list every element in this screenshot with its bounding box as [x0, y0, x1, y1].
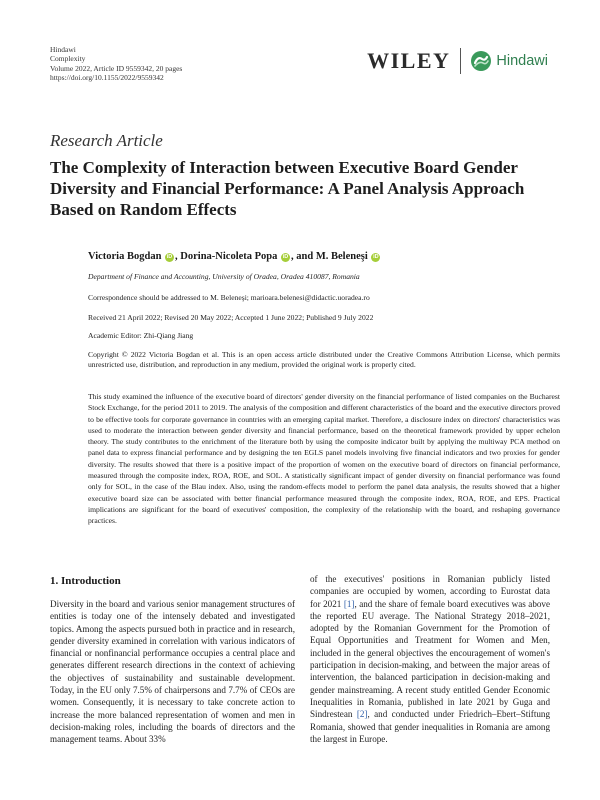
publisher-logos: [367, 48, 548, 74]
orcid-icon[interactable]: iD: [282, 254, 289, 260]
academic-editor: Academic Editor: Zhi-Qiang Jiang: [88, 331, 194, 340]
body-text: , and the share of female board executives was above the reported EU average. The National Strategy 2018–2021, adopted by the Romanian Government for the Promotion of Equal Opportunities and Treatment for Women and Men, included in the general objectives the encouragement of women's participation in decision-making, and between the major areas of intervention, the balanced participation in decision-making and gender mainstreaming. A recent study entitled Gender Economic Inequalities in Romania, published in late 2021 by Guga and Sindrestean: [310, 598, 550, 720]
citation-link[interactable]: [1]: [343, 598, 355, 609]
volume-line: Volume 2022, Article ID 9559342, 20 pages: [50, 63, 183, 73]
citation-link[interactable]: [2]: [356, 709, 368, 720]
hindawi-logo-text[interactable]: Hindawi: [496, 53, 548, 69]
body-column-left: Diversity in the board and various senior management structures of entities is today one of the intensely debated and investigated topics. Among the aspects pursued both in practice and in research, gender diversity examined in correlation with various indicators of financial or nonfinancial performance occupies a central place and generates different research directions in the context of achieving the objectives of sustainability and sustainable development. Today, in the EU only 7.5% of chairpersons and 7.7% of CEOs are women. Consequently, it is necessary to take concrete action to increase the more balanced representation of women and men in decision-making roles, including the boards of directors and the management teams. About 33%: [50, 599, 295, 745]
publisher-name: Hindawi: [50, 45, 76, 54]
body-text: of the executives' positions in Romanian publicly listed companies are occupied by women, according to Eurostat data for 2021: [310, 574, 550, 609]
journal-name: Complexity: [50, 54, 86, 64]
affiliation: Department of Finance and Accounting, University of Oradea, Oradea 410087, Romania: [88, 272, 360, 281]
article-title: The Complexity of Interaction between Executive Board Gender Diversity and Financial Performance: A Panel Analysis Approach Based on Random Effects: [50, 158, 525, 219]
orcid-icon[interactable]: iD: [373, 254, 379, 260]
wiley-logo[interactable]: WILEY: [367, 48, 451, 73]
author-name[interactable]: , Dorina-Nicoleta Popa: [175, 251, 278, 262]
abstract: This study examined the influence of the executive board of directors' gender diversity on the financial performance of listed companies on the Bucharest Stock Exchange, for the period 2011 to 2019. The analysis of the composition and different characteristics of the board and the executive directors proved to be effective tools for corporate governance in countries with an emerging capital market. Therefore, a disclosure index on directors' characteristics was used to moderate the interaction between gender diversity and financial performance, based on the theoretical framework provided by upper echelon theory. The study contributes to the enrichment of the literature both by using the composite indicator built by applying the multiway PCA method on panel data to express financial performance and by designing the ten EGLS panel models involving five financial indicators and two proxies for gender diversity. The results showed that there is a positive impact of the proportion of women on the executive board of directors on financial performance, measured through the composite index, ROA, ROE, and SOL. A statistically significant impact of gender diversity on financial performance was found only for SOL, in the case of the Blau index. Also, using the random-effects model to perform the panel data analysis, the results showed that a higher executive board size can be associated with better financial performance measured through the composite index, ROA, ROE, and EPS. Practical implications are significant for the board of executives' composition, the complexity of the relationship with the board, and reshaping governance practices.: [88, 392, 560, 526]
hindawi-logo-icon: [470, 50, 492, 72]
body-text: , and conducted under Friedrich–Ebert–Stiftung Romania, showed that gender inequalities in Romania are among the largest in Europe.: [310, 709, 551, 744]
article-type: Research Article: [50, 131, 163, 150]
author-list: [88, 251, 381, 262]
logo-divider: [460, 48, 461, 74]
body-column-right: [310, 573, 550, 745]
author-name[interactable]: Victoria Bogdan: [88, 251, 162, 262]
section-heading: 1. Introduction: [50, 575, 121, 587]
journal-info: [50, 45, 182, 83]
author-name[interactable]: , and M. Beleneşi: [291, 251, 368, 262]
copyright-notice: Copyright © 2022 Victoria Bogdan et al. This is an open access article distributed under the Creative Commons Attribution License, which permits unrestricted use, distribution, and reproduction in any medium, provided the original work is properly cited.: [88, 350, 560, 370]
correspondence: Correspondence should be addressed to M. Beleneşi; marioara.belenesi@didactic.uoradea.ro: [88, 293, 370, 302]
orcid-icon[interactable]: iD: [166, 254, 173, 260]
doi-link[interactable]: https://doi.org/10.1155/2022/9559342: [50, 73, 164, 83]
publication-dates: Received 21 April 2022; Revised 20 May 2022; Accepted 1 June 2022; Published 9 July 2022: [88, 313, 374, 322]
